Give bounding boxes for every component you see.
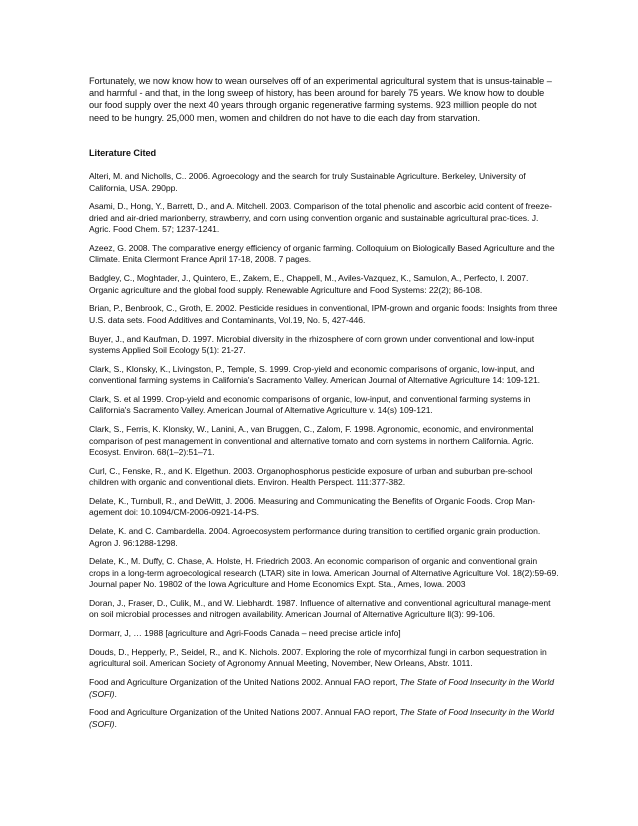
reference-entry [89,526,559,549]
reference-text: Food and Agriculture Organization of the United Nations 2002. Annual FAO report, [89,677,400,688]
reference-tail: . [114,688,117,699]
reference-text: Asami, D., Hong, Y., Barrett, D., and A. Mitchell. 2003. Comparison of the total phenolic and ascorbic acid content of freeze-dried and air-dried marionberry, strawberry, and corn using convention organic and sustainable agricultural prac-tices. J. Agric. Food Chem. 57; 1237-1241. [89,201,552,235]
reference-entry [89,303,559,326]
reference-text: Food and Agriculture Organization of the United Nations 2007. Annual FAO report, [89,707,400,718]
reference-title-italic: The State of Food Insecurity in the World (SOFI) [89,707,554,729]
reference-text: Delate, K., Turnbull, R., and DeWitt, J. 2006. Measuring and Communicating the Benefits of Organic Foods. Crop Man-agement doi: 10.1094/CM-2006-0921-14-PS. [89,496,536,518]
reference-text: Douds, D., Hepperly, P., Seidel, R., and K. Nichols. 2007. Exploring the role of mycorrhizal fungi in carbon sequestration in agricultural soil. American Society of Agronomy Annual Meeting, November, New Orleans, Abstr. 1011. [89,647,547,669]
reference-title-italic: The State of Food Insecurity in the World (SOFI) [89,677,554,699]
reference-entry [89,598,559,621]
reference-text: Azeez, G. 2008. The comparative energy efficiency of organic farming. Colloquium on Biologically Based Agriculture and the Climate. Enita Clermont France April 17-18, 2008. 7 pages. [89,243,555,265]
reference-text: Delate, K. and C. Cambardella. 2004. Agroecosystem performance during transition to certified organic grain production. Agron J. 96:1288-1298. [89,526,541,548]
literature-cited-heading: Literature Cited [89,147,157,158]
reference-text: Curl, C., Fenske, R., and K. Elgethun. 2003. Organophosphorus pesticide exposure of urban and suburban pre-school children with organic and conventional diets. Environ. Health Perspect. 111:377-382. [89,465,533,488]
reference-entry [89,394,559,417]
reference-list [89,171,559,730]
reference-entry [89,496,559,519]
reference-entry [89,243,559,266]
reference-text: Brian, P., Benbrook, C., Groth, E. 2002. Pesticide residues in conventional, IPM-grown and organic foods: Insights from three U.S. data sets. Food Additives and Contaminants, Vol.19, No. 5, 427-446. [89,303,558,325]
intro-paragraph: Fortunately, we now know how to wean ourselves off of an experimental agricultural system that is unsus-tainable – and harmful - and that, in the long sweep of history, has been around for barely 75 years. We know how to double our food supply over the next 40 years through organic regenerative farming systems. 923 million people do not need to be hungry. 25,000 men, women and children do not have to die each day from starvation. [89,76,552,123]
reference-entry [89,466,559,489]
reference-text: Doran, J., Fraser, D., Culik, M., and W. Liebhardt. 1987. Influence of alternative and conventional agricultural manage-ment on soil microbial processes and nitrogen availability. American Journal of Alternative Agriculture ll(3): 99-106. [89,598,551,620]
document-page [89,75,559,738]
reference-entry [89,273,559,296]
reference-entry [89,556,559,590]
reference-entry [89,424,559,458]
reference-tail: . [114,718,117,729]
reference-text: Clark, S. et al 1999. Crop-yield and economic comparisons of organic, low-input, and conventional farming systems in California's Sacramento Valley. American Journal of Alternative Agriculture v. 14(s) 109-121. [89,394,531,416]
reference-entry [89,171,559,194]
reference-entry [89,334,559,357]
reference-text: Alteri, M. and Nicholls, C.. 2006. Agroecology and the search for truly Sustainable Agriculture. Berkeley, University of California, USA. 290pp. [89,171,526,193]
reference-text: Dormarr, J, … 1988 [agriculture and Agri-Foods Canada – need precise article info] [89,628,401,639]
reference-text: Clark, S., Ferris, K. Klonsky, W., Lanini, A., van Bruggen, C., Zalom, F. 1998. Agronomic, economic, and environmental comparison of pest management in conventional and alternative tomato and corn systems in northern California. Agric. Ecosyst. Environ. 68(1–2):51–71. [89,424,534,458]
reference-entry [89,201,559,235]
reference-entry [89,364,559,387]
reference-entry [89,628,559,639]
reference-text: Buyer, J., and Kaufman, D. 1997. Microbial diversity in the rhizosphere of corn grown under conventional and low-input systems Applied Soil Ecology 5(1): 21-27. [89,333,535,356]
reference-text: Clark, S., Klonsky, K., Livingston, P., Temple, S. 1999. Crop-yield and economic comparisons of organic, low-input, and conventional farming systems in California's Sacramento Valley. American Journal of Alternative Agriculture 14: 109-121. [89,363,541,386]
reference-text: Delate, K., M. Duffy, C. Chase, A. Holste, H. Friedrich 2003. An economic comparison of organic and conventional grain crops in a long-term agroecological research (LTAR) site in Iowa. American Journal of Alternative Agriculture Vol. 18(2):59-69. Journal paper No. 19802 of the Iowa Agriculture and Home Economics Expt. Sta., Ames, Iowa. 2003 [89,556,559,590]
reference-entry [89,647,559,670]
reference-text: Badgley, C., Moghtader, J., Quintero, E., Zakem, E., Chappell, M., Aviles-Vazquez, K., Samulon, A., Perfecto, I. 2007. Organic agriculture and the global food supply. Renewable Agriculture and Food Systems: 22(2); 86-108. [89,273,529,295]
reference-entry [89,707,559,730]
reference-entry [89,677,559,700]
